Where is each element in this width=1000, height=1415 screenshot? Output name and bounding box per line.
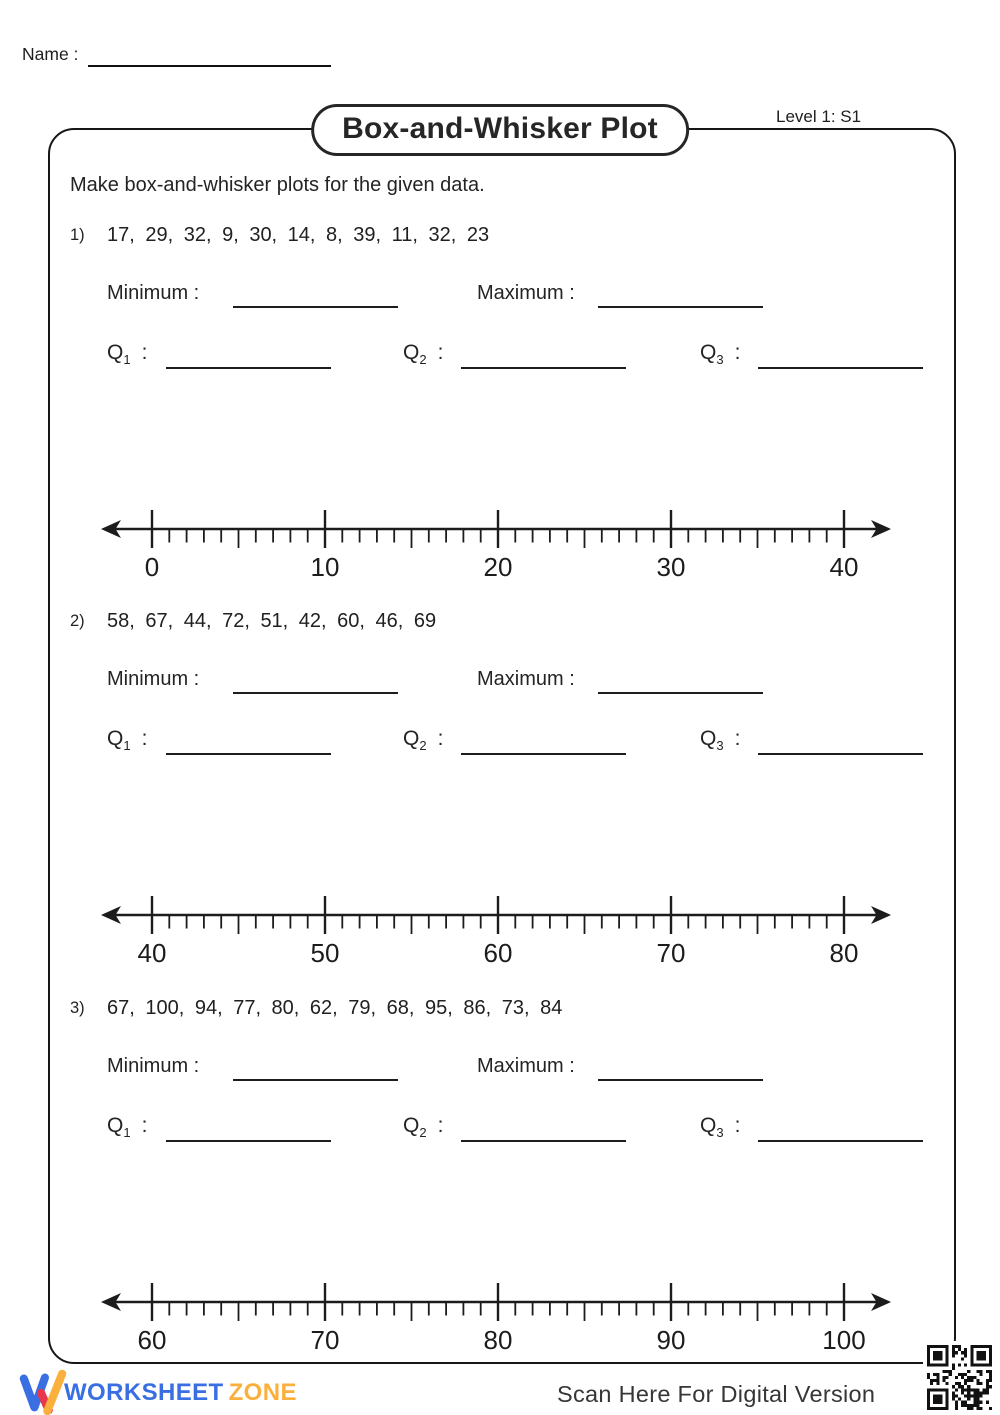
- q1-label: $Q_1$ :: [107, 341, 148, 368]
- minimum-label: Minimum :: [107, 282, 200, 304]
- maximum-label: Maximum :: [477, 668, 575, 690]
- worksheetzone-logo-icon: [20, 1369, 66, 1415]
- quartile-row: [48, 341, 952, 375]
- min-max-row: [48, 282, 952, 314]
- quartile-row: [48, 727, 952, 761]
- svg-text:10: 10: [310, 552, 340, 582]
- svg-text:70: 70: [656, 938, 686, 968]
- minimum-input-blank[interactable]: [233, 282, 398, 308]
- maximum-label: Maximum :: [477, 1055, 575, 1077]
- q1-label: $Q_1$ :: [107, 1114, 148, 1141]
- q1-input-blank[interactable]: [166, 1116, 331, 1142]
- quartile-row: [48, 1114, 952, 1148]
- scan-here-text: Scan Here For Digital Version: [557, 1381, 876, 1407]
- q1-label: $Q_1$ :: [107, 727, 148, 754]
- svg-text:60: 60: [137, 1325, 167, 1355]
- maximum-label: Maximum :: [477, 282, 575, 304]
- q1-input-blank[interactable]: [166, 729, 331, 755]
- maximum-input-blank[interactable]: [598, 1055, 763, 1081]
- brand-worksheet: WORKSHEET: [64, 1379, 224, 1406]
- q3-input-blank[interactable]: [758, 343, 923, 369]
- instruction-text: Make box-and-whisker plots for the given data.: [70, 174, 485, 196]
- svg-text:90: 90: [656, 1325, 686, 1355]
- min-max-row: [48, 1055, 952, 1087]
- minimum-input-blank[interactable]: [233, 668, 398, 694]
- q2-input-blank[interactable]: [461, 729, 626, 755]
- problem-3: [48, 997, 952, 1367]
- svg-text:80: 80: [483, 1325, 513, 1355]
- svg-text:100: 100: [822, 1325, 866, 1355]
- name-label: Name :: [22, 44, 79, 64]
- svg-text:40: 40: [829, 552, 859, 582]
- problem-number: 3): [70, 999, 85, 1017]
- problem-1: [48, 224, 952, 594]
- minimum-input-blank[interactable]: [233, 1055, 398, 1081]
- brand-zone: ZONE: [228, 1379, 297, 1406]
- svg-text:30: 30: [656, 552, 686, 582]
- problem-2: [48, 610, 952, 980]
- svg-text:0: 0: [144, 552, 160, 582]
- minimum-label: Minimum :: [107, 668, 200, 690]
- svg-text:20: 20: [483, 552, 513, 582]
- brand-wordmark: [64, 1379, 297, 1407]
- svg-text:40: 40: [137, 938, 167, 968]
- number-line[interactable]: [100, 504, 892, 582]
- data-set: 17, 29, 32, 9, 30, 14, 8, 39, 11, 32, 23: [107, 224, 490, 246]
- q3-input-blank[interactable]: [758, 729, 923, 755]
- q3-label: $Q_3$ :: [700, 341, 741, 368]
- svg-text:70: 70: [310, 1325, 340, 1355]
- data-set: 58, 67, 44, 72, 51, 42, 60, 46, 69: [107, 610, 437, 632]
- name-input-blank[interactable]: [88, 42, 331, 67]
- svg-text:80: 80: [829, 938, 859, 968]
- level-badge: Level 1: S1: [776, 107, 862, 126]
- q2-label: $Q_2$ :: [403, 1114, 444, 1141]
- q3-input-blank[interactable]: [758, 1116, 923, 1142]
- q2-label: $Q_2$ :: [403, 341, 444, 368]
- q3-label: $Q_3$ :: [700, 727, 741, 754]
- q1-input-blank[interactable]: [166, 343, 331, 369]
- qr-code: [923, 1341, 996, 1414]
- q2-label: $Q_2$ :: [403, 727, 444, 754]
- page-title: Box-and-Whisker Plot: [311, 104, 689, 156]
- maximum-input-blank[interactable]: [598, 668, 763, 694]
- data-set: 67, 100, 94, 77, 80, 62, 79, 68, 95, 86, 73, 84: [107, 997, 563, 1019]
- number-line[interactable]: [100, 890, 892, 968]
- maximum-input-blank[interactable]: [598, 282, 763, 308]
- number-line[interactable]: [100, 1277, 892, 1355]
- problem-number: 2): [70, 612, 85, 630]
- q3-label: $Q_3$ :: [700, 1114, 741, 1141]
- svg-text:50: 50: [310, 938, 340, 968]
- svg-text:60: 60: [483, 938, 513, 968]
- min-max-row: [48, 668, 952, 700]
- minimum-label: Minimum :: [107, 1055, 200, 1077]
- q2-input-blank[interactable]: [461, 343, 626, 369]
- q2-input-blank[interactable]: [461, 1116, 626, 1142]
- problem-number: 1): [70, 226, 85, 244]
